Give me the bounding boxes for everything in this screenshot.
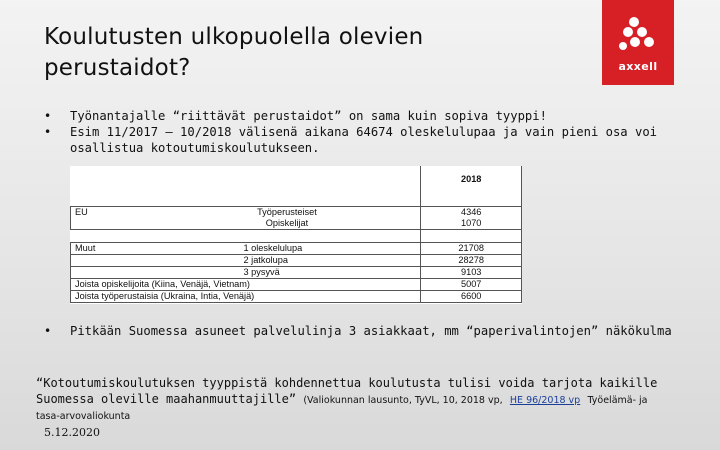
table-label: Työperusteiset xyxy=(153,207,420,219)
axxell-logo xyxy=(602,0,674,85)
bullet-dot: • xyxy=(44,125,52,139)
table-value: 5007 xyxy=(421,279,522,291)
bullet-dot: • xyxy=(44,324,52,338)
quote-block xyxy=(36,375,696,441)
permit-table xyxy=(70,166,522,303)
table-row xyxy=(71,279,522,291)
bullet-item xyxy=(44,124,674,156)
table-group: Muut xyxy=(71,243,154,255)
he-96-2018-link[interactable]: HE 96/2018 vp xyxy=(509,395,581,406)
table-header-row xyxy=(71,166,522,207)
quote-source-line2: tasa-arvovaliokunta xyxy=(36,411,131,422)
table-row xyxy=(71,291,522,303)
table-row xyxy=(71,218,522,230)
table-label: Opiskelijat xyxy=(153,218,420,230)
table-value: 1070 xyxy=(421,218,522,230)
bullet-text: Työnantajalle “riittävät perustaidot” on sama kuin sopiva tyyppi! xyxy=(70,109,547,123)
table-spacer-row xyxy=(71,230,522,243)
table-row xyxy=(71,255,522,267)
table-row xyxy=(71,267,522,279)
bullet-list xyxy=(44,108,674,156)
table-group xyxy=(71,255,154,267)
slide-title: Koulutusten ulkopuolella olevien perustaidot? xyxy=(44,24,424,81)
table-value: 6600 xyxy=(421,291,522,303)
table-label: 1 oleskelulupa xyxy=(153,243,420,255)
table-year-header: 2018 xyxy=(421,166,522,207)
bullet-item xyxy=(44,323,720,339)
table-group: EU xyxy=(71,207,154,219)
table-value: 4346 xyxy=(421,207,522,219)
table-value: 21708 xyxy=(421,243,522,255)
bullet-item xyxy=(44,108,674,124)
table-group xyxy=(71,218,154,230)
bullet-text: Esim 11/2017 – 10/2018 välisenä aikana 64674 oleskelulupaa ja vain pieni osa voi osallistua kotoutumiskoulutukseen. xyxy=(70,125,657,155)
table-label: 3 pysyvä xyxy=(153,267,420,279)
table-value: 9103 xyxy=(421,267,522,279)
bullet-text: Pitkään Suomessa asuneet palvelulinja 3 asiakkaat, mm “paperivalintojen” näkökulma xyxy=(70,324,672,338)
bullet-dot: • xyxy=(44,109,52,123)
table-label: 2 jatkolupa xyxy=(153,255,420,267)
quote-line: “Kotoutumiskoulutuksen tyyppistä kohdennettua koulutusta tulisi voida tarjota kaikille xyxy=(36,376,658,390)
table-group xyxy=(71,267,154,279)
permit-table-image xyxy=(70,166,522,304)
logo-text: axxell xyxy=(618,60,658,73)
quote-date: 5.12.2020 xyxy=(44,426,100,439)
table-label: Joista työperustaisia (Ukraina, Intia, Venäjä) xyxy=(71,291,421,303)
quote-source: (Valiokunnan lausunto, TyVL, 10, 2018 vp, xyxy=(303,395,503,406)
table-row xyxy=(71,243,522,255)
axxell-logo-icon xyxy=(618,16,658,54)
quote-line: Suomessa oleville maahanmuuttajille” xyxy=(36,392,297,406)
quote-source-committee: Työelämä- ja xyxy=(587,395,648,406)
table-row xyxy=(71,207,522,219)
table-value: 28278 xyxy=(421,255,522,267)
table-label: Joista opiskelijoita (Kiina, Venäjä, Vietnam) xyxy=(71,279,421,291)
